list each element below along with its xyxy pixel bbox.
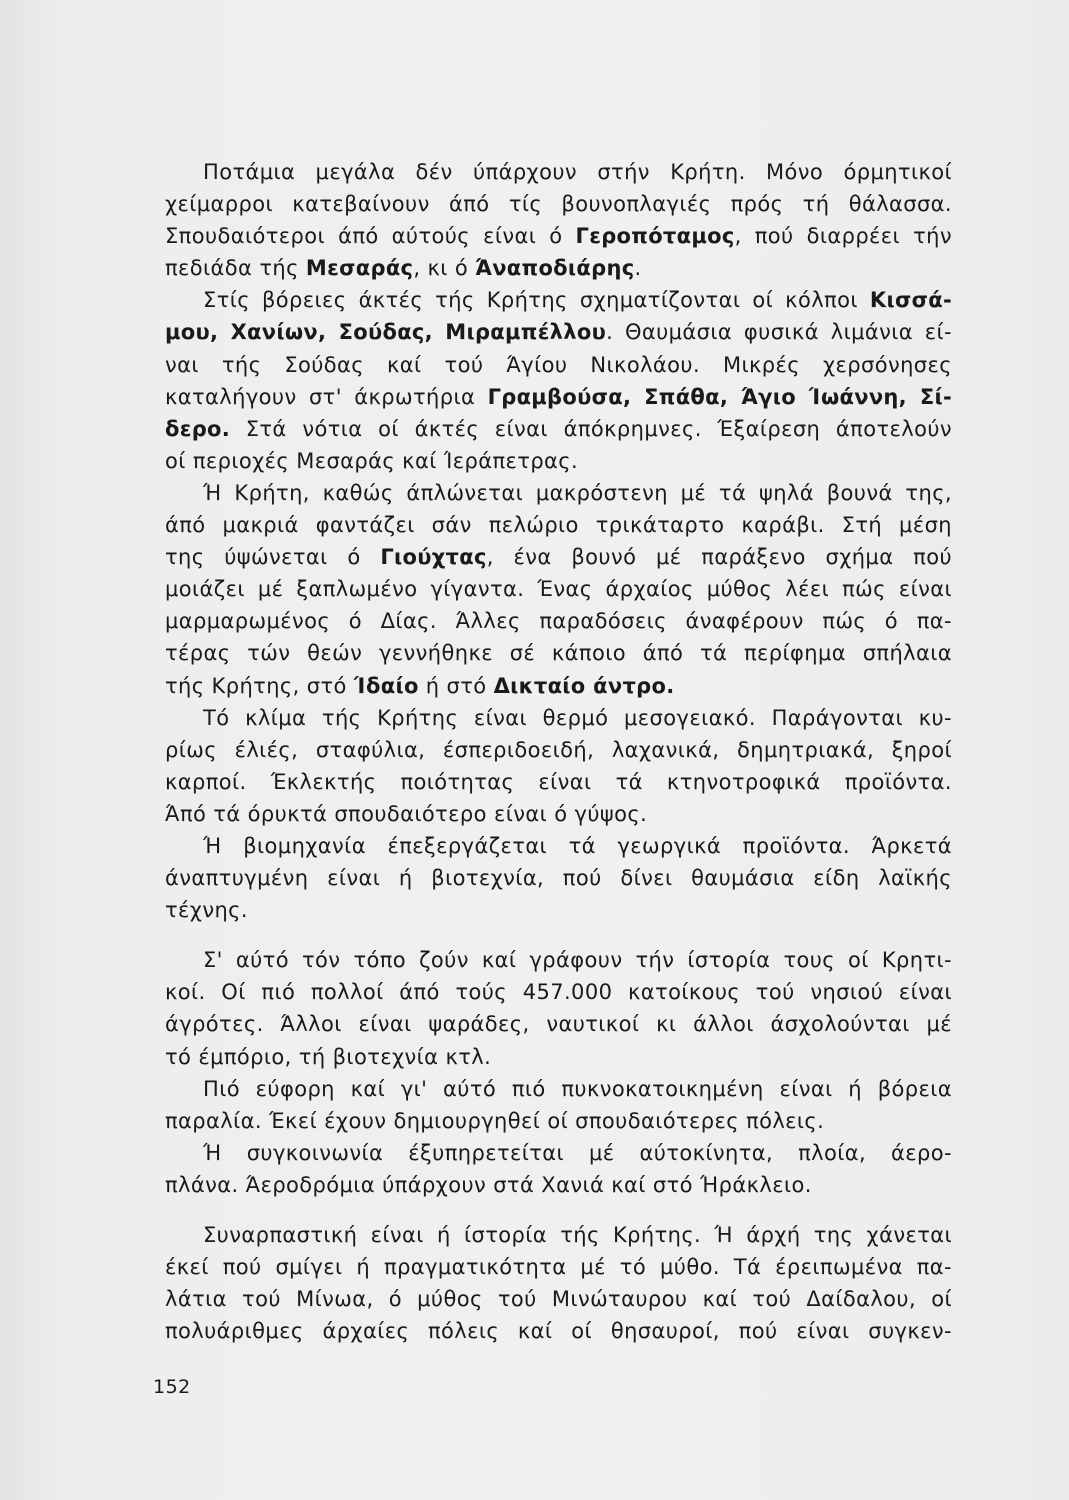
text-run: παραλία. Έκεί έχουν δημιουργηθεί οί σπουδαιότερες πόλεις.	[165, 1108, 825, 1133]
text-line	[165, 1073, 952, 1105]
text-line	[165, 349, 952, 381]
text-run: τέχνης.	[165, 898, 248, 923]
bold-place-name: δερο.	[165, 416, 231, 441]
bold-place-name: Κισσά-	[869, 288, 952, 313]
text-run: καρποί. Έκλεκτής ποιότητας είναι τά κτηνοτροφικά προϊόντα.	[165, 769, 952, 794]
text-line	[165, 894, 952, 926]
text-run: τής Κρήτης, στό	[165, 673, 354, 698]
text-run: έκεί πού σμίγει ή πραγματικότητα μέ τό μύθο. Τά έρειπωμένα πα-	[165, 1255, 952, 1280]
text-line	[165, 670, 952, 702]
text-line	[165, 284, 952, 316]
text-run: άναπτυγμένη είναι ή βιοτεχνία, πού δίνει θαυμάσια είδη λαϊκής	[165, 866, 952, 891]
text-line	[165, 862, 952, 894]
text-line	[165, 381, 952, 413]
bold-place-name: Άναποδιάρης	[475, 256, 635, 281]
text-run: χείμαρροι κατεβαίνουν άπό τίς βουνοπλαγιές πρός τή θάλασσα.	[165, 192, 952, 217]
text-run: οί περιοχές Μεσαράς καί Ίεράπετρας.	[165, 448, 579, 473]
text-run: Σ' αύτό τόν τόπο ζούν καί γράφουν τήν ίστορία τους οί Κρητι-	[203, 948, 952, 973]
text-line	[165, 220, 952, 252]
text-run: της ύψώνεται ό	[165, 545, 381, 570]
text-run: Ή βιομηχανία έπεξεργάζεται τά γεωργικά προϊόντα. Άρκετά	[203, 833, 952, 858]
text-line	[165, 1008, 952, 1040]
text-run: . Θαυμάσια φυσικά λιμάνια εί-	[606, 320, 952, 345]
text-run: ή στό	[418, 673, 494, 698]
text-run: πολυάριθμες άρχαίες πόλεις καί οί θησαυροί, πού είναι συγκεν-	[165, 1319, 952, 1344]
text-run: ρίως έλιές, σταφύλια, έσπεριδοειδή, λαχανικά, δημητριακά, ξηροί	[165, 737, 952, 762]
text-run: μοιάζει μέ ξαπλωμένο γίγαντα. Ένας άρχαίος μύθος λέει πώς είναι	[165, 577, 952, 602]
text-line	[165, 830, 952, 862]
bold-place-name: μου, Χανίων, Σούδας, Μιραμπέλλου	[165, 320, 607, 345]
text-line	[165, 976, 952, 1008]
text-line	[165, 445, 952, 477]
text-line	[165, 1315, 952, 1347]
bold-place-name: Γραμβούσα, Σπάθα, Άγιο Ίωάννη, Σί-	[487, 384, 952, 409]
text-line	[165, 573, 952, 605]
text-line	[165, 1137, 952, 1169]
text-run: πεδιάδα τής	[165, 256, 306, 281]
text-line	[165, 413, 952, 445]
text-run: τέρας τών θεών γεννήθηκε σέ κάποιο άπό τά περίφημα σπήλαια	[165, 641, 952, 666]
text-line	[165, 637, 952, 669]
text-run: Τό κλίμα τής Κρήτης είναι θερμό μεσογειακό. Παράγονται κυ-	[203, 705, 952, 730]
text-run: , ένα βουνό μέ παράξενο σχήμα πού	[486, 545, 952, 570]
text-line	[165, 1105, 952, 1137]
text-run: τό έμπόριο, τή βιοτεχνία κτλ.	[165, 1044, 492, 1069]
text-line	[165, 766, 952, 798]
text-run: άπό μακριά φαντάζει σάν πελώριο τρικάταρτο καράβι. Στή μέση	[165, 513, 952, 538]
text-run: Πιό εύφορη καί γι' αύτό πιό πυκνοκατοικημένη είναι ή βόρεια	[203, 1076, 952, 1101]
text-run: Άπό τά όρυκτά σπουδαιότερο είναι ό γύψος.	[165, 801, 648, 826]
text-line	[165, 1219, 952, 1251]
bold-place-name: Μεσαράς	[305, 256, 414, 281]
text-run: κοί. Οί πιό πολλοί άπό τούς 457.000 κατοίκους τού νησιού είναι	[165, 980, 952, 1005]
text-run: λάτια τού Μίνωα, ό μύθος τού Μινώταυρου καί τού Δαίδαλου, οί	[165, 1287, 952, 1312]
text-run: Στίς βόρειες άκτές τής Κρήτης σχηματίζονται οί κόλποι	[203, 288, 870, 313]
text-run: πλάνα. Άεροδρόμια ύπάρχουν στά Χανιά καί στό Ήράκλειο.	[165, 1172, 812, 1197]
text-run: , πού διαρρέει τήν	[734, 224, 952, 249]
text-run: Στά νότια οί άκτές είναι άπόκρημνες. Έξαίρεση άποτελούν	[230, 416, 952, 441]
text-line	[165, 702, 952, 734]
text-line	[165, 1283, 952, 1315]
text-line	[165, 734, 952, 766]
text-line	[165, 316, 952, 348]
text-line	[165, 1041, 952, 1073]
text-line	[165, 798, 952, 830]
text-run: Ή Κρήτη, καθώς άπλώνεται μακρόστενη μέ τά ψηλά βουνά της,	[203, 480, 952, 505]
text-run: .	[634, 256, 642, 281]
bold-place-name: Δικταίο άντρο.	[493, 673, 675, 698]
page-number: 152	[153, 1376, 191, 1398]
text-run: Συναρπαστική είναι ή ίστορία τής Κρήτης. Ή άρχή της χάνεται	[203, 1223, 952, 1247]
bold-place-name: Γιούχτας	[380, 545, 487, 570]
text-run: καταλήγουν στ' άκρωτήρια	[165, 384, 488, 409]
text-run: μαρμαρωμένος ό Δίας. Άλλες παραδόσεις άναφέρουν πώς ό πα-	[165, 609, 952, 634]
text-run: , κι ό	[413, 256, 476, 281]
body-text	[165, 156, 952, 1347]
text-run: Ή συγκοινωνία έξυπηρετείται μέ αύτοκίνητα, πλοία, άερο-	[203, 1140, 952, 1165]
text-line	[165, 509, 952, 541]
text-line	[165, 188, 952, 220]
text-line	[165, 156, 952, 188]
text-line	[165, 944, 952, 976]
text-line	[165, 605, 952, 637]
text-run: Σπουδαιότεροι άπό αύτούς είναι ό	[165, 224, 576, 249]
text-run: άγρότες. Άλλοι είναι ψαράδες, ναυτικοί κι άλλοι άσχολούνται μέ	[165, 1012, 952, 1037]
text-line	[165, 252, 952, 284]
text-line	[165, 1169, 952, 1201]
bold-place-name: Ίδαίο	[353, 673, 419, 698]
bold-place-name: Γεροπόταμος	[575, 224, 735, 249]
text-run: Ποτάμια μεγάλα δέν ύπάρχουν στήν Κρήτη. Μόνο όρμητικοί	[203, 160, 952, 184]
text-line	[165, 477, 952, 509]
text-run: ναι τής Σούδας καί τού Άγίου Νικολάου. Μικρές χερσόνησες	[165, 352, 952, 377]
text-line	[165, 1251, 952, 1283]
text-line	[165, 541, 952, 573]
